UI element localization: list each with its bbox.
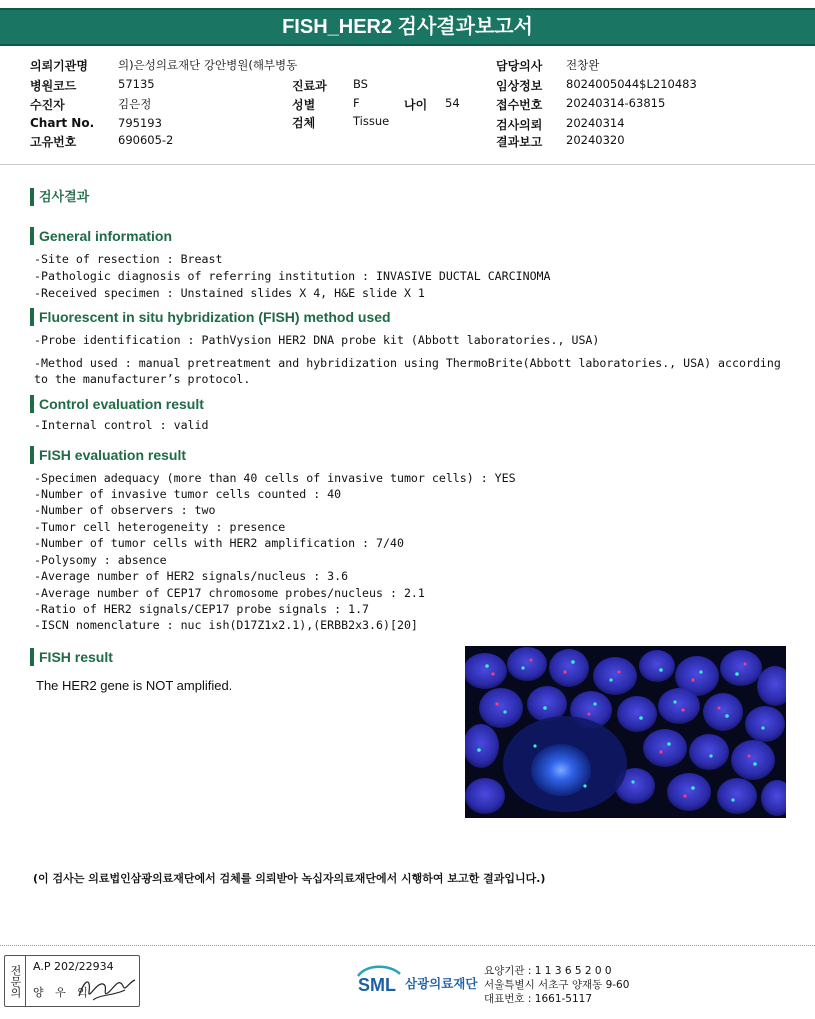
ap-number: A.P 202/22934 [33, 960, 114, 973]
evaluation-line: -Number of invasive tumor cells counted : 40 [34, 487, 342, 501]
method-title: Fluorescent in situ hybridization (FISH) method used [30, 308, 391, 326]
receipt-no-label: 접수번호 [496, 98, 543, 112]
footer-divider [0, 945, 815, 946]
chart-no-label: Chart No. [30, 116, 95, 130]
evaluation-line: -Specimen adequacy (more than 40 cells of invasive tumor cells) : YES [34, 471, 516, 485]
evaluation-line: -Polysomy : absence [34, 553, 167, 567]
doctor-label: 담당의사 [496, 59, 543, 73]
doctor-value: 전창완 [566, 58, 600, 72]
evaluation-line: -ISCN nomenclature : nuc ish(D17Z1x2.1),(ERBB2x3.6)[20] [34, 618, 418, 632]
pathologist-name: 양 우 익 [33, 986, 92, 999]
evaluation-line: -Ratio of HER2 signals/CEP17 probe signals : 1.7 [34, 602, 370, 616]
report-title: FISH_HER2 검사결과보고서 [0, 8, 815, 46]
unique-id-label: 고유번호 [30, 135, 77, 149]
institution-address: 서울특별시 서초구 양재동 9-60 [484, 979, 630, 991]
patient-label: 수진자 [30, 98, 65, 112]
specimen-label: 검체 [292, 116, 316, 130]
method-line: to the manufacturer’s protocol. [34, 372, 251, 386]
chart-no-value: 795193 [118, 116, 162, 130]
institution-phone: 대표번호 : 1661-5117 [484, 993, 593, 1005]
age-value: 54 [445, 96, 460, 110]
fish-microscopy-image [465, 646, 786, 818]
request-date-label: 검사의뢰 [496, 118, 543, 132]
specimen-value: Tissue [353, 114, 390, 128]
logo-name: 삼광의료재단 [405, 976, 478, 991]
control-title: Control evaluation result [30, 395, 204, 413]
evaluation-title: FISH evaluation result [30, 446, 186, 464]
logo-mark: SML [358, 975, 396, 995]
request-date-value: 20240314 [566, 116, 625, 130]
general-info-title: General information [30, 227, 172, 245]
patient-value: 김은정 [118, 97, 152, 111]
institution-code: 요양기관 : 1 1 3 6 5 2 0 0 [484, 965, 612, 977]
fish-result-title: FISH result [30, 648, 113, 666]
footnote: (이 검사는 의료법인삼광의료재단에서 검체를 의뢰받아 녹십자의료재단에서 시행하여 보고한 결과입니다.) [33, 872, 546, 885]
sex-label: 성별 [292, 98, 316, 112]
unique-id-value: 690605-2 [118, 133, 174, 147]
specialist-label: 전문의 [5, 956, 26, 1006]
general-line: -Site of resection : Breast [34, 252, 223, 266]
general-line: -Received specimen : Unstained slides X 4, H&E slide X 1 [34, 286, 425, 300]
evaluation-line: -Tumor cell heterogeneity : presence [34, 520, 286, 534]
evaluation-line: -Average number of CEP17 chromosome probes/nucleus : 2.1 [34, 586, 425, 600]
evaluation-line: -Average number of HER2 signals/nucleus : 3.6 [34, 569, 349, 583]
report-date-value: 20240320 [566, 133, 625, 147]
sex-value: F [353, 96, 360, 110]
fish-result-text: The HER2 gene is NOT amplified. [36, 678, 233, 693]
evaluation-line: -Number of observers : two [34, 503, 216, 517]
result-section-title: 검사결과 [30, 188, 89, 206]
department-label: 진료과 [292, 79, 327, 93]
method-line: -Probe identification : PathVysion HER2 DNA probe kit (Abbott laboratories., USA) [34, 333, 600, 347]
receipt-no-value: 20240314-63815 [566, 96, 666, 110]
age-label: 나이 [404, 98, 428, 112]
control-line: -Internal control : valid [34, 418, 209, 432]
hospital-code-value: 57135 [118, 77, 155, 91]
hospital-code-label: 병원코드 [30, 79, 77, 93]
evaluation-line: -Number of tumor cells with HER2 amplification : 7/40 [34, 536, 404, 550]
method-line: -Method used : manual pretreatment and hybridization using ThermoBrite(Abbott laboratories., USA) according [34, 356, 781, 370]
header-divider [0, 164, 815, 165]
signature-box [4, 955, 140, 1007]
department-value: BS [353, 77, 368, 91]
general-line: -Pathologic diagnosis of referring institution : INVASIVE DUCTAL CARCINOMA [34, 269, 551, 283]
report-date-label: 결과보고 [496, 135, 543, 149]
sml-logo [356, 962, 482, 1002]
institution-value: 의)은성의료재단 강안병원(해부병동 [118, 58, 298, 72]
signature-scribble [75, 972, 137, 1004]
clinical-info-value: 8024005044$L210483 [566, 77, 697, 91]
clinical-info-label: 임상정보 [496, 79, 543, 93]
institution-label: 의뢰기관명 [30, 59, 88, 73]
